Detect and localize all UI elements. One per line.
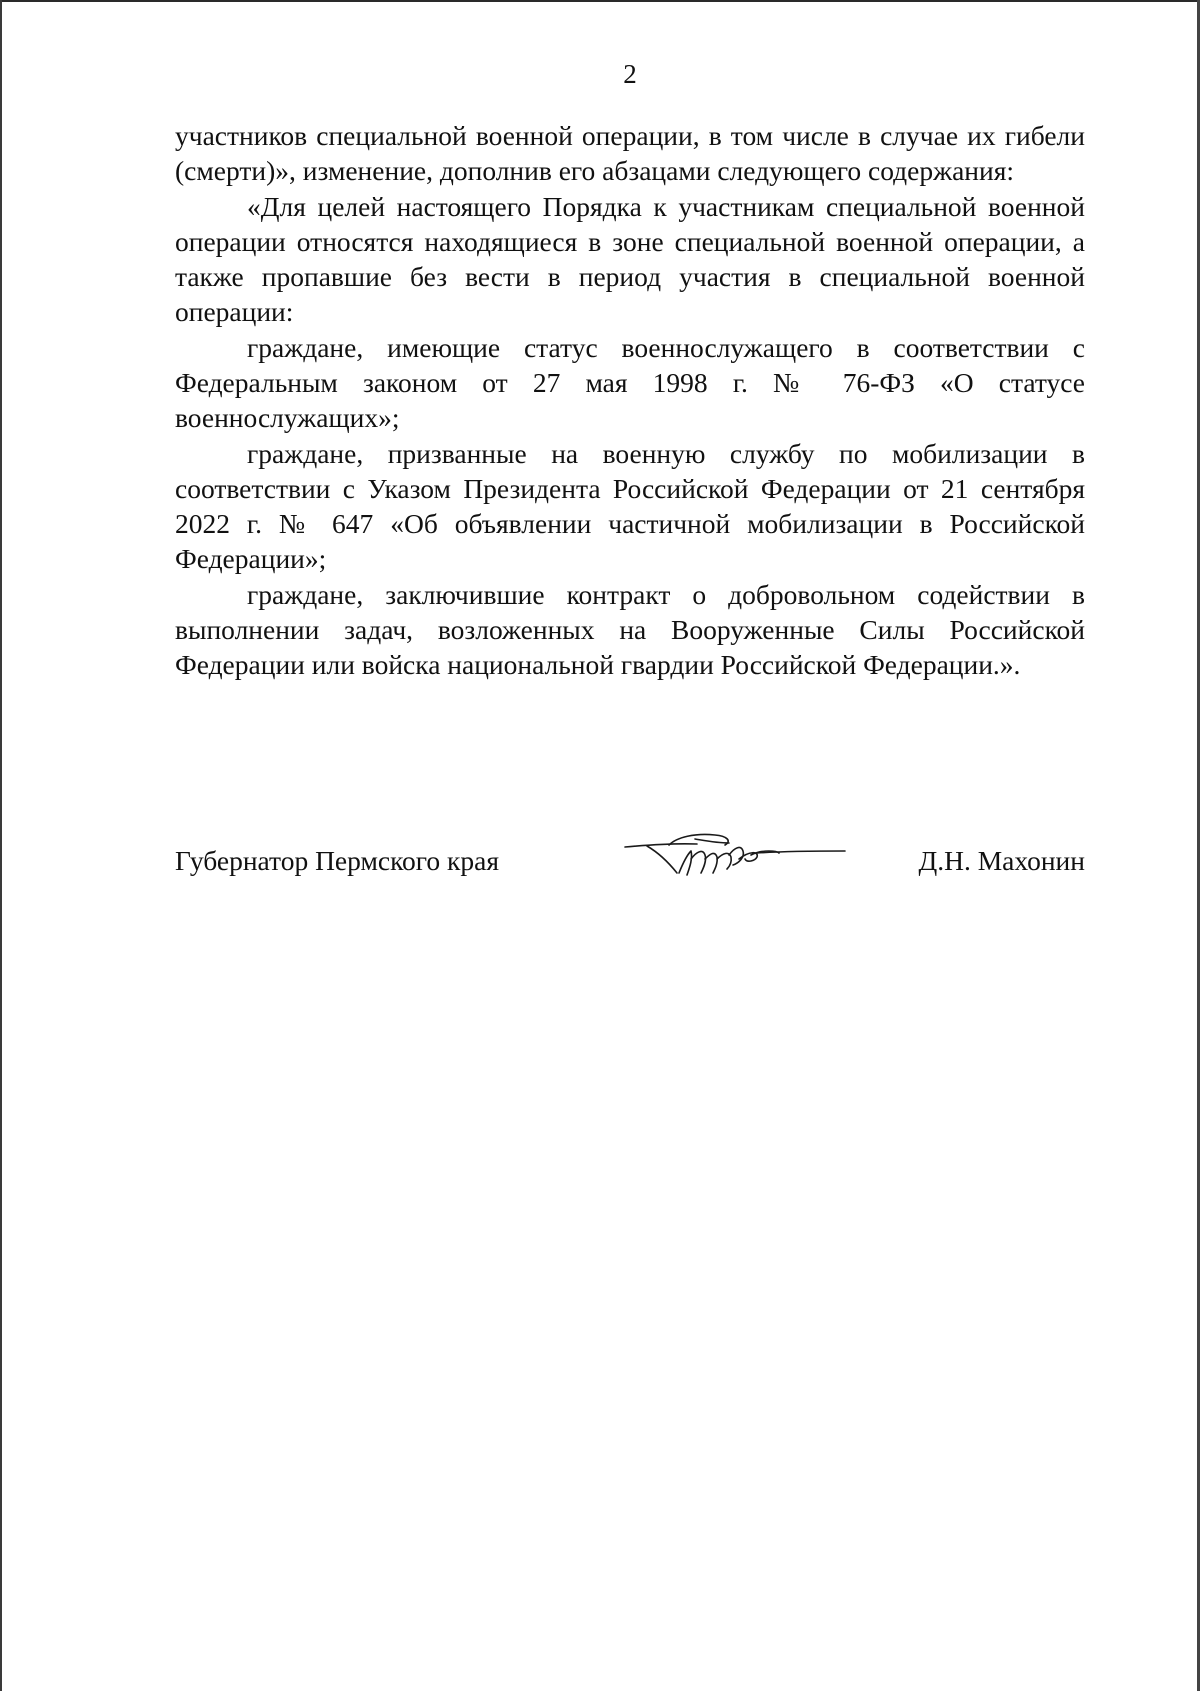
paragraph-mobilized: граждане, призванные на военную службу по мобилизации в соответствии с Указом Президента Российской Федерации от 21 сентября 2022 г. № 647 «Об объявлении частичной мобилизации в Российской Федерации»; bbox=[175, 438, 1085, 574]
signer-name: Д.Н. Махонин bbox=[918, 845, 1085, 876]
scan-edge-top bbox=[0, 0, 1200, 2]
handwritten-signature bbox=[617, 829, 847, 895]
paragraph-servicemen: граждане, имеющие статус военнослужащего в соответствии с Федеральным законом от 27 мая 1998 г. № 76-ФЗ «О статусе военнослужащих»; bbox=[175, 332, 1085, 433]
paragraph-definition: «Для целей настоящего Порядка к участникам специальной военной операции относятся находящиеся в зоне специальной военной операции, а также пропавшие без вести в период участия в специальной военной операции: bbox=[175, 191, 1085, 327]
signature-block bbox=[175, 843, 1085, 891]
scan-edge-left bbox=[0, 0, 2, 1691]
signer-title: Губернатор Пермского края bbox=[175, 845, 499, 876]
paragraph-continuation: участников специальной военной операции, в том числе в случае их гибели (смерти)», изменение, дополнив его абзацами следующего содержания: bbox=[175, 120, 1085, 186]
paragraph-volunteers: граждане, заключившие контракт о добровольном содействии в выполнении задач, возложенных на Вооруженные Силы Российской Федерации или войска национальной гвардии Российской Федерации.». bbox=[175, 579, 1085, 680]
document-body bbox=[175, 118, 1085, 682]
page-number: 2 bbox=[623, 59, 637, 89]
